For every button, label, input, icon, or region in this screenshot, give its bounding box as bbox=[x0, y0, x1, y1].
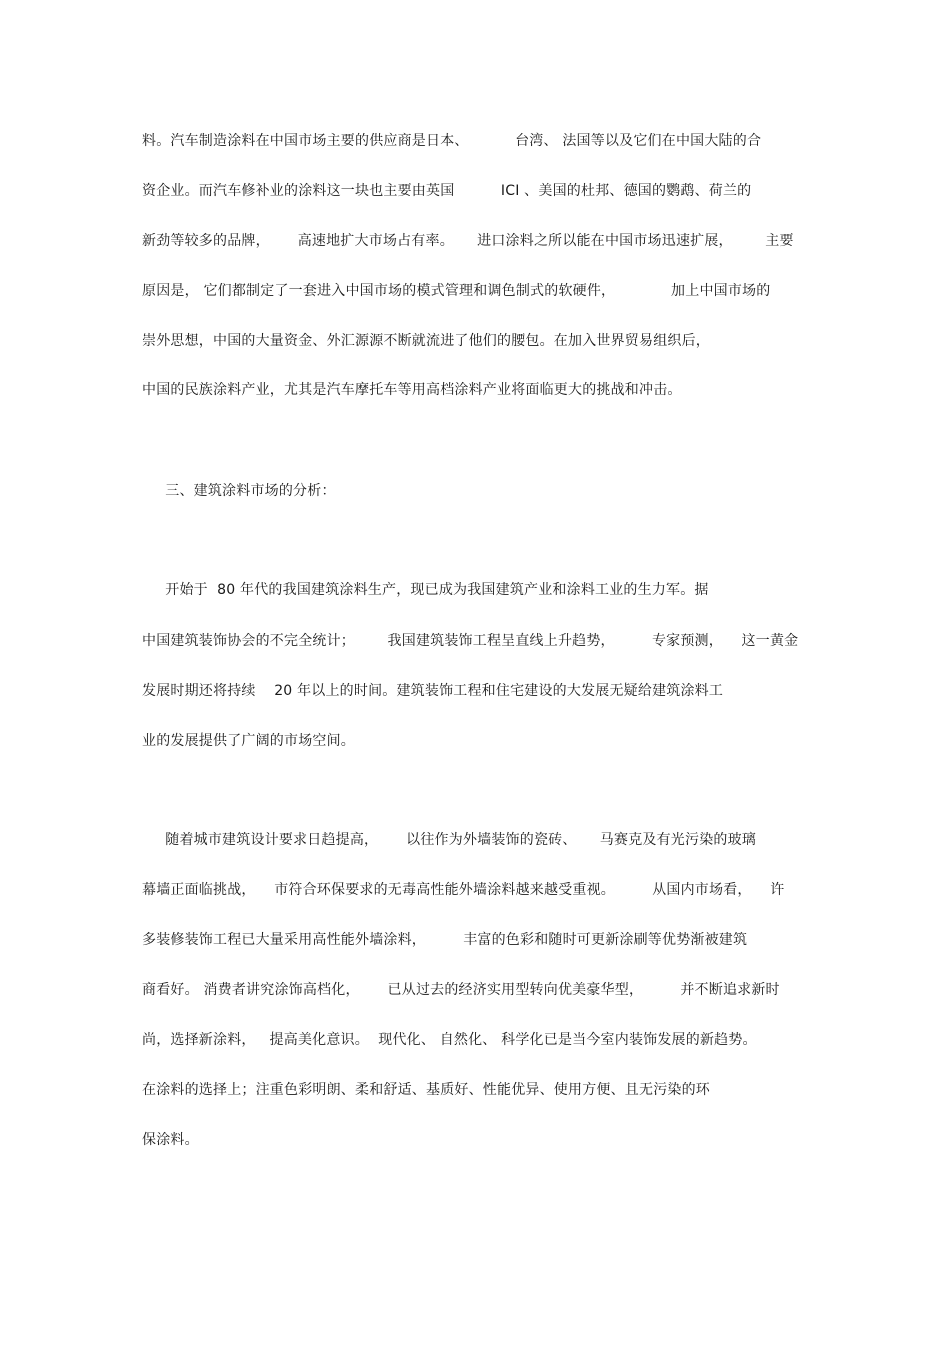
paragraph-line: 开始于 80 年代的我国建筑涂料生产，现已成为我国建筑产业和涂料工业的生力军。据 bbox=[142, 582, 709, 598]
section-heading: 三、建筑涂料市场的分析： bbox=[142, 483, 336, 499]
paragraph-line: 随着城市建筑设计要求日趋提高， 以往作为外墙装饰的瓷砖、 马赛克及有光污染的玻璃 bbox=[142, 832, 757, 848]
paragraph-line: 中国的民族涂料产业，尤其是汽车摩托车等用高档涂料产业将面临更大的挑战和冲击。 bbox=[142, 382, 682, 398]
paragraph-line: 中国建筑装饰协会的不完全统计； 我国建筑装饰工程呈直线上升趋势， 专家预测， 这一黄金 bbox=[142, 633, 799, 649]
paragraph-line: 商看好。 消费者讲究涂饰高档化， 已从过去的经济实用型转向优美豪华型， 并不断追求新时 bbox=[142, 982, 780, 998]
paragraph-line: 新劲等较多的品牌， 高速地扩大市场占有率。 进口涂料之所以能在中国市场迅速扩展， 主要 bbox=[142, 233, 794, 249]
paragraph-line: 幕墙正面临挑战， 市符合环保要求的无毒高性能外墙涂料越来越受重视。 从国内市场看， 许 bbox=[142, 882, 785, 898]
paragraph-line: 尚，选择新涂料， 提高美化意识。 现代化、 自然化、 科学化已是当今室内装饰发展的新趋势。 bbox=[142, 1032, 757, 1048]
paragraph-line: 资企业。而汽车修补业的涂料这一块也主要由英国 ICI 、美国的杜邦、德国的鹦鹉、荷兰的 bbox=[142, 183, 752, 199]
paragraph-line: 料。汽车制造涂料在中国市场主要的供应商是日本、 台湾、 法国等以及它们在中国大陆的合 bbox=[142, 133, 762, 149]
paragraph-line: 业的发展提供了广阔的市场空间。 bbox=[142, 733, 355, 749]
paragraph-line: 多装修装饰工程已大量采用高性能外墙涂料， 丰富的色彩和随时可更新涂刷等优势渐被建筑 bbox=[142, 932, 748, 948]
paragraph-line: 在涂料的选择上；注重色彩明朗、柔和舒适、基质好、性能优异、使用方便、且无污染的环 bbox=[142, 1082, 710, 1098]
paragraph-line: 发展时期还将持续 20 年以上的时间。建筑装饰工程和住宅建设的大发展无疑给建筑涂料工 bbox=[142, 683, 724, 699]
paragraph-line: 崇外思想，中国的大量资金、外汇源源不断就流进了他们的腰包。在加入世界贸易组织后， bbox=[142, 333, 710, 349]
paragraph-line: 保涂料。 bbox=[142, 1132, 199, 1148]
paragraph-line: 原因是， 它们都制定了一套进入中国市场的模式管理和调色制式的软硬件， 加上中国市场的 bbox=[142, 283, 771, 299]
